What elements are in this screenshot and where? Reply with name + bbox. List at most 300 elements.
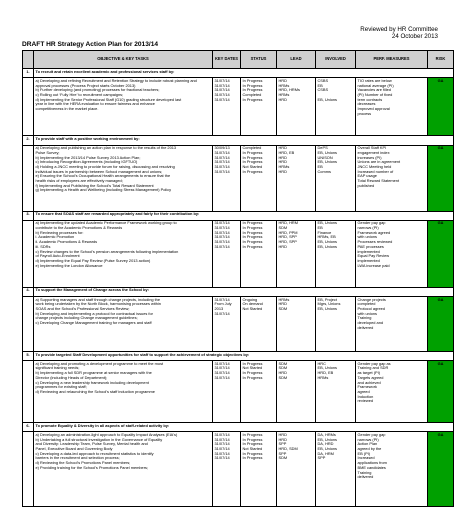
lead-line: HRD, SPP xyxy=(278,234,297,240)
perf-measures-line: term contracts xyxy=(357,96,383,102)
involved-line: EB, Unions xyxy=(317,436,337,442)
table-header-row xyxy=(23,51,454,69)
table-body xyxy=(23,69,454,507)
key-tasks-line: f) Implementing and Publishing the School's Total Reward Statement xyxy=(35,182,154,188)
header-lead: LEAD xyxy=(277,51,316,69)
involved-line: SPP xyxy=(317,455,326,461)
status-line: In Progress xyxy=(242,159,263,165)
status-line: Completed xyxy=(242,145,262,151)
key-tasks-line: c) Developing a data-led approach to recruitment statistics to identify xyxy=(35,450,154,456)
key-dates-line: 2013 xyxy=(214,305,224,311)
involved-line: HRMs xyxy=(317,374,329,380)
lead-line: SDM xyxy=(278,365,288,371)
status-line: In Progress xyxy=(242,431,263,437)
section-header-row xyxy=(23,69,454,78)
perf-measures-line: JNCC Meeting held xyxy=(357,163,392,169)
perf-measures-line: (PI) Number of fixed xyxy=(357,92,393,98)
lead xyxy=(277,145,316,211)
perf-measures-line: Gender pay gap as xyxy=(357,360,391,366)
key-dates xyxy=(213,361,241,423)
lead-line: HRD xyxy=(278,96,287,102)
key-tasks xyxy=(34,78,213,136)
perf-measures-line: as target (PI) xyxy=(357,370,380,376)
status-line: In Progress xyxy=(242,168,263,174)
key-tasks-line: of Payroll Auto-Enrolment xyxy=(35,253,80,259)
involved xyxy=(316,220,356,287)
key-tasks xyxy=(34,361,213,423)
perf-measures-line: agreed by the xyxy=(357,446,382,452)
lead-line: HRD, EB xyxy=(278,149,295,155)
lead-line: HRD xyxy=(278,77,287,83)
risk-rating-label: GA xyxy=(430,221,452,226)
perf-measures xyxy=(356,361,428,423)
perf-measures-line: increases (PI) xyxy=(357,154,382,160)
key-tasks-line: b) Reviewing processes for: xyxy=(35,229,84,235)
key-dates-line: 31/07/14 xyxy=(214,229,230,235)
key-tasks-line: and Diversity: Leadership Team, Pulse Survey, Mental health and xyxy=(35,441,148,447)
perf-measures xyxy=(356,145,428,211)
key-dates-line: 31/07/14 xyxy=(214,310,230,316)
lead-line: SPP xyxy=(278,450,287,456)
perf-measures-line: narrows (PI) xyxy=(357,225,379,231)
section-detail-row xyxy=(23,296,454,351)
perf-measures-line: PAE processes xyxy=(357,243,384,249)
status-line: In Progress xyxy=(242,243,263,249)
section-detail-row xyxy=(23,78,454,136)
key-tasks xyxy=(34,220,213,287)
section-title: To promote Equality & Diversity in all aspects of staff-related activity by: xyxy=(34,423,454,432)
key-tasks-line: e) Implementing the London Allowance xyxy=(35,262,103,268)
key-tasks-line: year in line with the HERA evaluation to ensure fairness and enhance xyxy=(35,101,155,107)
blank-cell xyxy=(23,220,34,287)
perf-measures-line: Targets agreed xyxy=(357,374,384,380)
involved-line: HRD, EB xyxy=(317,370,334,376)
perf-measures xyxy=(356,432,428,507)
involved-line: DA, HRMs xyxy=(317,431,336,437)
section-number: 1. xyxy=(23,69,34,78)
key-dates-line: 31/07/14 xyxy=(214,446,230,452)
key-tasks-line: Director (including Heads of Department); xyxy=(35,374,108,380)
risk-rating-label: GA xyxy=(430,298,452,303)
key-tasks-line: a) Implementing the updated Academic Performance Framework working group to xyxy=(35,220,177,226)
key-tasks-line: Pulse Survey; xyxy=(35,149,60,155)
risk-rating xyxy=(428,432,454,507)
involved-line: EB, Unions xyxy=(317,305,337,311)
perf-measures-line: Total Reward Statement xyxy=(357,178,400,184)
involved-line: EB xyxy=(317,163,323,169)
review-line-committee: Reviewed by HR Committee xyxy=(360,26,438,33)
status-line: In Progress xyxy=(242,234,263,240)
section-header-row xyxy=(23,211,454,220)
document-title: DRAFT HR Strategy Action Plan for 2013/14 xyxy=(22,41,159,48)
lead-line: HRD, SDM xyxy=(278,446,298,452)
lead-line: HRD, HRMs xyxy=(278,87,300,93)
section-header-row xyxy=(23,351,454,360)
perf-measures-line: delivered xyxy=(357,324,374,330)
key-dates-line: From July xyxy=(214,301,232,307)
risk-rating xyxy=(428,220,454,287)
key-dates-line: 31/07/14 xyxy=(214,220,230,226)
status-line: In Progress xyxy=(242,87,263,93)
lead-line: HRD xyxy=(278,145,287,151)
status-line: In Progress xyxy=(242,154,263,160)
status-line: Not Started xyxy=(242,446,263,452)
key-tasks-line: barriers in the recruitment and selection process; xyxy=(35,455,120,461)
status-line: In Progress xyxy=(242,370,263,376)
header-involved: INVOLVED xyxy=(316,51,356,69)
involved-line: DA, HRM xyxy=(317,450,334,456)
perf-measures-line: process xyxy=(357,110,372,116)
key-tasks-line: a) Developing and promoting a development programme to meet the most xyxy=(35,360,164,366)
key-tasks-line: d) Holding a JNCC meeting to provide forum for raising, discussing and resolving xyxy=(35,163,175,169)
key-dates-line: 31/07/14 xyxy=(214,441,230,447)
key-dates-line: 31/07/14 xyxy=(214,225,230,231)
lead-line: SDM xyxy=(278,455,288,461)
key-tasks-line: health risks of employees are effectively managed; xyxy=(35,178,123,184)
perf-measures-line: Training xyxy=(357,315,372,321)
status-line: Ongoing xyxy=(242,296,258,302)
key-tasks-line: c) Introducing Recognition Agreements (including IGFTUO) xyxy=(35,159,138,165)
perf-measures-line: Training xyxy=(357,469,372,475)
lead-line: HRMs xyxy=(278,163,290,169)
lead-line: SDM xyxy=(278,374,288,380)
key-tasks-line: programmes for existing staff; xyxy=(35,384,87,390)
involved-line: Finance xyxy=(317,229,332,235)
status-line: In Progress xyxy=(242,77,263,83)
risk-rating-label: GA xyxy=(430,362,452,367)
perf-measures-line: Improved approval xyxy=(357,106,390,112)
section-detail-row xyxy=(23,361,454,423)
key-tasks-line: Panel, Executive Board and Governing Body xyxy=(35,446,113,452)
involved-line: Mgrs, Unions xyxy=(317,301,341,307)
key-dates-line: 31/07/14 xyxy=(214,436,230,442)
lead-line: HRD, HRM xyxy=(278,220,298,226)
involved-line: EB, Unions xyxy=(317,243,337,249)
key-tasks-line: d) Reviewing and relaunching the School's staff induction programme xyxy=(35,388,155,394)
status-line: In Progress xyxy=(242,450,263,456)
key-tasks-line: competitiveness in the market place. xyxy=(35,106,99,112)
status-line: In Progress xyxy=(242,455,263,461)
key-dates-line: 31/07/14 xyxy=(214,77,230,83)
key-tasks-line: a) Supporting managers and staff through change projects, including the xyxy=(35,296,161,302)
involved-line: DePS xyxy=(317,145,328,151)
lead-line: HRD xyxy=(278,168,287,174)
status-line: In Progress xyxy=(242,360,263,366)
key-dates xyxy=(213,296,241,351)
header-num xyxy=(23,51,34,69)
lead-line: HRD xyxy=(278,159,287,165)
lead-line: SDM xyxy=(278,225,288,231)
lead-line: HRD xyxy=(278,370,287,376)
status xyxy=(241,145,277,211)
lead-line: HRMs xyxy=(278,82,290,88)
perf-measures-line: Increased number of xyxy=(357,168,394,174)
key-tasks-line: c) Developing a new leadership framework including development xyxy=(35,379,149,385)
key-dates-line: 31/07/14 xyxy=(214,82,230,88)
perf-measures-line: Increased xyxy=(357,455,375,461)
involved-line: DA, HRD xyxy=(317,441,334,447)
blank-cell xyxy=(23,296,34,351)
lead xyxy=(277,432,316,507)
section-number: 2. xyxy=(23,136,34,145)
lead-line: SDM xyxy=(278,360,288,366)
involved xyxy=(316,296,356,351)
perf-measures-line: developed and xyxy=(357,320,384,326)
involved-line: EB, Unions xyxy=(317,365,337,371)
lead xyxy=(277,78,316,136)
key-dates-line: 31/07/14 xyxy=(214,96,230,102)
perf-measures-line: EB (PI) xyxy=(357,450,371,456)
key-dates-line: 31/07/14 xyxy=(214,159,230,165)
section-number: 3. xyxy=(23,211,34,220)
risk-rating-label: GA xyxy=(430,146,452,151)
involved xyxy=(316,78,356,136)
status-line: In Progress xyxy=(242,225,263,231)
key-tasks-line: approval processes (Process Project starts October 2013) xyxy=(35,82,136,88)
lead xyxy=(277,296,316,351)
key-tasks-line: individual issues in partnership between School management and unions; xyxy=(35,168,163,174)
status-line: In Progress xyxy=(242,96,263,102)
key-tasks-line: significant training needs; xyxy=(35,365,80,371)
status xyxy=(241,296,277,351)
key-dates xyxy=(213,145,241,211)
involved-line: HRC xyxy=(317,360,326,366)
status-line: Not Started xyxy=(242,305,263,311)
key-tasks-line: i. Academic Promotion xyxy=(35,234,75,240)
involved-line: EB, Unions xyxy=(317,446,337,452)
key-tasks-line: b) Implementing the 2013/14 Pulse Survey 2013 Action Plan; xyxy=(35,154,141,160)
perf-measures-line: TIO rates are below xyxy=(357,77,392,83)
status-line: In Progress xyxy=(242,149,263,155)
key-tasks-line: change projects including Change management guidelines; xyxy=(35,315,138,321)
perf-measures-line: Gender pay gap xyxy=(357,220,386,226)
section-header-row xyxy=(23,423,454,432)
perf-measures-line: LWA increase paid xyxy=(357,262,390,268)
key-dates-line: 31/07/14 xyxy=(214,455,230,461)
lead-line: HRD xyxy=(278,154,287,160)
lead-line: HRD xyxy=(278,301,287,307)
key-dates xyxy=(213,78,241,136)
involved-line: EB xyxy=(317,82,323,88)
key-tasks-line: a) Developing an administration-light approach to Equality Impact Analyses (EIA's) xyxy=(35,431,178,437)
status xyxy=(241,220,277,287)
section-number: 4. xyxy=(23,287,34,296)
involved-line: HRMs, EB xyxy=(317,234,336,240)
key-tasks-line: b) Implementing a full SDR programme at senior managers with the xyxy=(35,370,152,376)
lead-line: HRMs xyxy=(278,92,290,98)
perf-measures-line: decreases xyxy=(357,101,376,107)
key-tasks-line: a) Developing and publishing an action plan in response to the results of the 2013 xyxy=(35,145,177,151)
perf-measures-line: delivered xyxy=(357,474,374,480)
status-line: Not Started xyxy=(242,163,263,169)
blank-cell xyxy=(23,361,34,423)
perf-measures-line: published xyxy=(357,182,375,188)
lead-line: HRD, PPM xyxy=(278,229,298,235)
perf-measures-line: completed xyxy=(357,301,376,307)
review-line-date: 24 October 2013 xyxy=(391,33,438,41)
header-risk: RISK xyxy=(428,51,454,69)
lead-line: SPP xyxy=(278,441,287,447)
perf-measures-line: BME candidates xyxy=(357,464,386,470)
key-dates-line: 31/07/14 xyxy=(214,234,230,240)
key-tasks-line: g) Implementing a Health and Wellbeing (including Stress Management) Policy xyxy=(35,187,172,193)
header-perf: PERF. MEASURES xyxy=(356,51,428,69)
perf-measures-line: implemented xyxy=(357,248,380,254)
involved-line: EB, Unions xyxy=(317,149,337,155)
key-dates-line: 31/07/14 xyxy=(214,92,230,98)
lead xyxy=(277,361,316,423)
risk-rating-label: GA xyxy=(430,433,452,438)
perf-measures-line: Overall Staff KPI xyxy=(357,145,387,151)
lead xyxy=(277,220,316,287)
perf-measures-line: Equal Pay Review xyxy=(357,253,390,259)
involved xyxy=(316,361,356,423)
header-dates: KEY DATES xyxy=(213,51,241,69)
perf-measures-line: Change projects xyxy=(357,296,386,302)
key-tasks xyxy=(34,432,213,507)
perf-measures-line: Induction xyxy=(357,393,374,399)
key-tasks-line: c) Review changes to the School's pension arrangements following implementation xyxy=(35,248,179,254)
perf-measures-line: Protocol agreed xyxy=(357,305,385,311)
perf-measures-line: implemented xyxy=(357,257,380,263)
section-detail-row xyxy=(23,145,454,211)
risk-rating xyxy=(428,78,454,136)
key-dates-line: 31/07/14 xyxy=(214,370,230,376)
section-header-row xyxy=(23,136,454,145)
involved-line: CSBS xyxy=(317,77,329,83)
status-line: In Progress xyxy=(242,436,263,442)
perf-measures-line: Framework agreed xyxy=(357,229,391,235)
key-dates-line: 31/07/14 xyxy=(214,374,230,380)
involved-line: EB, Unions xyxy=(317,239,337,245)
perf-measures-line: agreed xyxy=(357,388,370,394)
perf-measures-line: engagement index xyxy=(357,149,390,155)
section-title: To ensure that SOAS staff are rewarded appropriately and fairly for their contribution by: xyxy=(34,211,454,220)
status-line: Not Started xyxy=(242,365,263,371)
blank-cell xyxy=(23,432,34,507)
blank-cell xyxy=(23,145,34,211)
lead-line: HRD xyxy=(278,243,287,249)
section-title: To support the Management of Change across the School by: xyxy=(34,287,454,296)
key-dates-line: 31/07/14 xyxy=(214,360,230,366)
key-tasks-line: work being undertaken by the North Block, harmonising processes within xyxy=(35,301,161,307)
header-objective: OBJECTIVE & KEY TASKS xyxy=(34,51,213,69)
section-number: 6. xyxy=(23,423,34,432)
key-tasks-line: a) Developing and refining Recruitment and Retention Strategy to include robust planning and xyxy=(35,77,197,83)
key-tasks-line: e) Ensuring the School's Occupational Health arrangements to ensure that the xyxy=(35,173,171,179)
key-tasks-line: e) Providing training for the School's Promotions Panel members; xyxy=(35,464,149,470)
key-dates-line: 31/07/14 xyxy=(214,450,230,456)
status-line: In Progress xyxy=(242,229,263,235)
key-tasks-line: b) Further developing (and promoting) processes for fractional teachers; xyxy=(35,87,160,93)
involved xyxy=(316,432,356,507)
involved-line: EB, Unions xyxy=(317,220,337,226)
lead-line: SDM xyxy=(278,305,288,311)
key-tasks-line: d) Implementing the Senior Professional Staff (G10) grading structure developed last xyxy=(35,96,182,102)
involved-line: UNISON xyxy=(317,154,333,160)
status-line: Completed xyxy=(242,92,262,98)
action-plan-table xyxy=(22,50,454,507)
blank-cell xyxy=(23,78,34,136)
section-title: To recruit and retain excellent academic and professional services staff by: xyxy=(34,69,454,78)
involved-line: EB, Unions xyxy=(317,96,337,102)
perf-measures-line: Gender pay gap xyxy=(357,431,386,437)
involved-line: CSBS xyxy=(317,87,329,93)
key-dates-line: 31/07/14 xyxy=(214,239,230,245)
perf-measures-line: with unions xyxy=(357,310,377,316)
key-dates xyxy=(213,432,241,507)
key-tasks xyxy=(34,145,213,211)
key-dates-line: 31/07/14 xyxy=(214,431,230,437)
perf-measures-line: EAP usage xyxy=(357,173,377,179)
involved xyxy=(316,145,356,211)
status-line: In Progress xyxy=(242,220,263,226)
status-line: In Progress xyxy=(242,441,263,447)
review-note xyxy=(360,26,438,41)
status-line: On demand xyxy=(242,301,263,307)
involved-line: EB, Unions xyxy=(317,159,337,165)
risk-rating xyxy=(428,145,454,211)
involved-line: Comms xyxy=(317,168,331,174)
status xyxy=(241,432,277,507)
key-tasks-line: ii. Academic Promotions & Rewards xyxy=(35,239,98,245)
key-dates-line: 31/07/14 xyxy=(214,154,230,160)
perf-measures-line: Processes reviewed xyxy=(357,239,393,245)
section-title: To provide targeted Staff Development opportunities for staff to support the achievement of strategic objectives by: xyxy=(34,351,454,360)
perf-measures-line: Vacancies are filled xyxy=(357,87,391,93)
key-tasks-line: iii. SDRs xyxy=(35,243,51,249)
involved-line: EB xyxy=(317,225,323,231)
lead-line: HRD xyxy=(278,436,287,442)
status-line: In Progress xyxy=(242,82,263,88)
perf-measures-line: with unions xyxy=(357,234,377,240)
status xyxy=(241,361,277,423)
key-tasks xyxy=(34,296,213,351)
perf-measures xyxy=(356,78,428,136)
key-tasks-line: c) Rolling out ‘Fully Hire’ to recruitment campaigns; xyxy=(35,92,124,98)
perf-measures-line: national average (PI) xyxy=(357,82,394,88)
status-line: In Progress xyxy=(242,239,263,245)
key-tasks-line: contribute to the Academic Promotions & Rewards xyxy=(35,225,123,231)
key-dates-line: 31/07/14 xyxy=(214,243,230,249)
section-title: To provide staff with a positive working environment by: xyxy=(34,136,454,145)
key-dates-line: 31/07/14 xyxy=(214,163,230,169)
perf-measures-line: Training and SDR xyxy=(357,365,389,371)
section-header-row xyxy=(23,287,454,296)
key-dates-line: 31/07/14 xyxy=(214,149,230,155)
status xyxy=(241,78,277,136)
perf-measures-line: narrows (PI) xyxy=(357,436,379,442)
perf-measures-line: applications from xyxy=(357,460,387,466)
perf-measures-line: and achieved xyxy=(357,379,381,385)
key-tasks-line: SOAS and the School's Professional Services Review; xyxy=(35,305,130,311)
status-line: In Progress xyxy=(242,374,263,380)
section-detail-row xyxy=(23,220,454,287)
key-dates-line: 31/07/14 xyxy=(214,365,230,371)
key-dates-line: 31/07/14 xyxy=(214,87,230,93)
involved-line: EB, Project xyxy=(317,296,337,302)
perf-measures xyxy=(356,296,428,351)
perf-measures xyxy=(356,220,428,287)
section-detail-row xyxy=(23,432,454,507)
lead-line: HRD, SPP xyxy=(278,239,297,245)
key-dates-line: 31/07/14 xyxy=(214,168,230,174)
risk-rating-label: GA xyxy=(430,79,452,84)
key-tasks-line: b) Developing and implementing a protocol for contractual issues for xyxy=(35,310,153,316)
perf-measures-line: Unions are in agreement xyxy=(357,159,401,165)
key-tasks-line: d) Reviewing the School's Promotions Panel members; xyxy=(35,460,131,466)
risk-rating xyxy=(428,361,454,423)
